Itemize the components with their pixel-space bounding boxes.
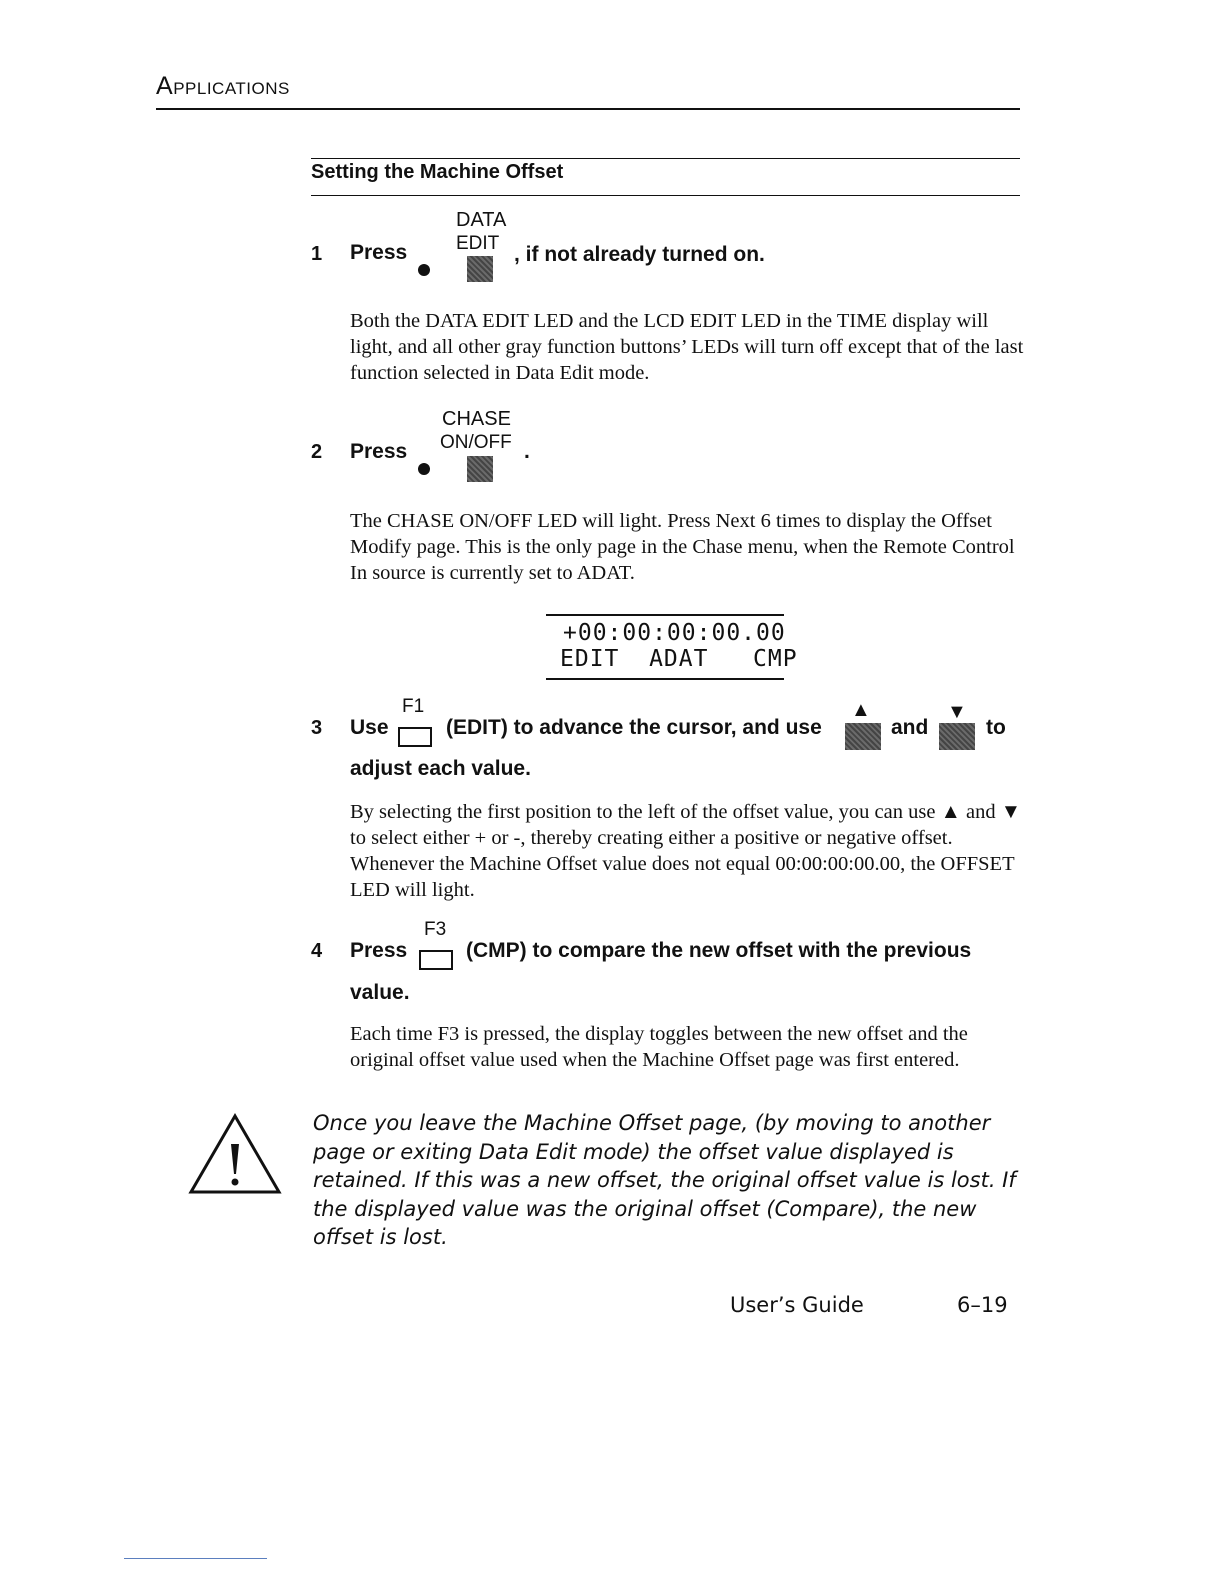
- chase-led-icon: [418, 463, 430, 475]
- running-head-rest: PPLICATIONS: [173, 79, 290, 98]
- data-edit-label-line2: EDIT: [456, 233, 500, 254]
- step-3-body: By selecting the first position to the left of the offset value, you can use ▲ and ▼ to select either + or -, thereby creating either a positive or negative offset. Whenever the Machine Offset value does not equal 00:00:00:00.00, the OFFSET LED will light.: [350, 801, 1021, 901]
- step-3-to: to: [986, 716, 1006, 739]
- step-1-suffix: , if not already turned on.: [514, 243, 765, 266]
- data-edit-label-line1: DATA: [456, 209, 507, 231]
- step-2-press: Press: [350, 440, 408, 463]
- step-3-middle: (EDIT) to advance the cursor, and use: [446, 716, 822, 739]
- f3-label: F3: [424, 919, 447, 940]
- data-edit-button[interactable]: [467, 256, 493, 282]
- step-4-number: 4: [311, 940, 323, 962]
- page-number: 6–19: [957, 1293, 1008, 1317]
- step-4-second-line: value.: [350, 981, 410, 1004]
- section-rule-top: [311, 158, 1020, 159]
- step-1-press: Press: [350, 241, 408, 264]
- step-1-number: 1: [311, 243, 323, 265]
- down-arrow-button[interactable]: [939, 723, 975, 750]
- step-3-use: Use: [350, 716, 389, 739]
- step-1-body: Both the DATA EDIT LED and the LCD EDIT LED in the TIME display will light, and all other gray function buttons’ LEDs will turn off except that of the last function selected in Data Edit mode.: [350, 310, 1024, 384]
- section-rule-bottom: [311, 195, 1020, 196]
- up-arrow-button[interactable]: [845, 723, 881, 750]
- footer-guide-title: User’s Guide: [730, 1293, 864, 1317]
- lcd-line-1: +00:00:00:00.00: [563, 620, 786, 646]
- header-rule: [156, 108, 1020, 110]
- f1-key-icon[interactable]: [398, 727, 432, 747]
- step-4-body: Each time F3 is pressed, the display toggles between the new offset and the original offset value used when the Machine Offset page was first entered.: [350, 1023, 968, 1071]
- chase-label-line2: ON/OFF: [440, 432, 512, 453]
- step-2-suffix: .: [524, 440, 530, 463]
- warning-text: Once you leave the Machine Offset page, (by moving to another page or exiting Data Edit mode) the offset value displayed is retained. If this was a new offset, the original offset value is lost. If the displayed value was the original offset (Compare), the new offset is lost.: [313, 1111, 1016, 1249]
- step-3-number: 3: [311, 717, 323, 739]
- warning-icon: [188, 1112, 282, 1196]
- step-3-second-line: adjust each value.: [350, 757, 531, 780]
- f1-label: F1: [402, 696, 425, 717]
- down-arrow-icon: ▼: [947, 701, 967, 723]
- lcd-line-2: EDIT ADAT CMP: [560, 646, 798, 672]
- chase-label-line1: CHASE: [442, 408, 511, 430]
- lcd-rule-bottom: [546, 678, 784, 680]
- step-4-press: Press: [350, 939, 408, 962]
- data-edit-led-icon: [418, 264, 430, 276]
- step-2-body: The CHASE ON/OFF LED will light. Press Next 6 times to display the Offset Modify page. This is the only page in the Chase menu, when the Remote Control In source is currently set to ADAT.: [350, 510, 1015, 584]
- up-arrow-icon: ▲: [851, 699, 871, 721]
- bottom-rule: [124, 1558, 267, 1559]
- step-2-number: 2: [311, 441, 323, 463]
- running-head-cap: A: [156, 72, 174, 100]
- f3-key-icon[interactable]: [419, 950, 453, 970]
- step-3-and: and: [891, 716, 929, 739]
- step-4-middle: (CMP) to compare the new offset with the previous: [466, 939, 972, 962]
- lcd-rule-top: [546, 614, 784, 616]
- running-head: [156, 72, 290, 101]
- section-title: Setting the Machine Offset: [311, 161, 564, 183]
- chase-on-off-button[interactable]: [467, 456, 493, 482]
